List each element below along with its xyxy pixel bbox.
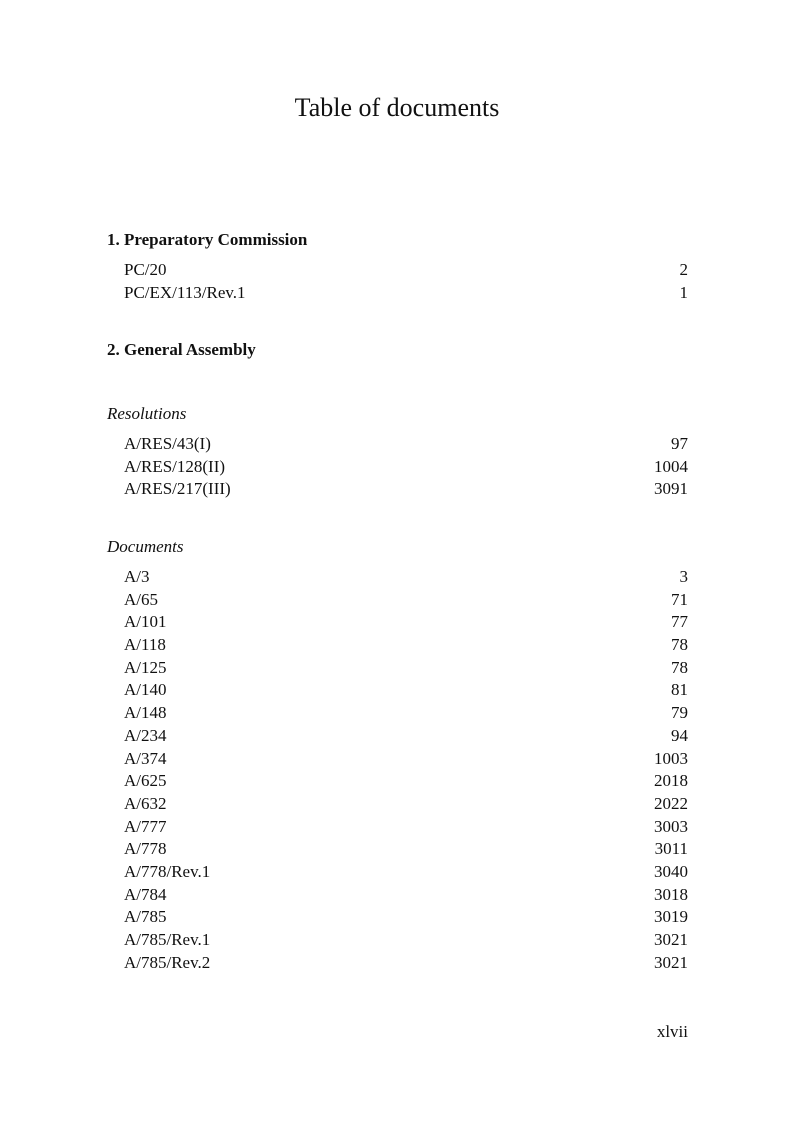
subsection-heading: Resolutions <box>107 404 187 423</box>
document-symbol: A/778 <box>124 839 167 859</box>
list-item <box>107 793 688 816</box>
page-reference: 3021 <box>654 952 688 972</box>
list-item <box>107 748 688 771</box>
page-reference: 3 <box>679 567 688 586</box>
list-item <box>107 929 688 952</box>
page-reference: 78 <box>671 657 688 677</box>
list-item <box>107 838 688 861</box>
page-reference: 1 <box>679 282 688 302</box>
subsection-documents <box>107 536 688 974</box>
page-reference: 3003 <box>654 816 688 836</box>
document-symbol: A/785 <box>124 907 167 927</box>
section-heading: 1. Preparatory Commission <box>107 230 308 249</box>
list-item <box>107 611 688 634</box>
page-reference: 3021 <box>654 930 688 949</box>
list-item <box>107 456 688 479</box>
document-symbol: A/785/Rev.2 <box>124 952 211 972</box>
document-symbol: PC/20 <box>124 260 167 279</box>
page-reference: 94 <box>671 725 688 745</box>
entry-list <box>107 433 688 501</box>
list-item <box>107 282 688 305</box>
document-symbol: A/140 <box>124 680 167 700</box>
page-title: Table of documents <box>294 93 500 122</box>
document-symbol: A/3 <box>124 567 150 586</box>
entry-list <box>107 259 688 304</box>
list-item <box>107 725 688 748</box>
document-symbol: A/148 <box>124 703 167 723</box>
page-reference: 2 <box>679 260 688 279</box>
list-item <box>107 861 688 884</box>
subsection-resolutions <box>107 403 688 501</box>
document-symbol: A/101 <box>124 612 167 632</box>
page-reference: 3040 <box>654 861 688 881</box>
list-item <box>107 952 688 975</box>
document-symbol: A/777 <box>124 816 167 836</box>
section-preparatory-commission <box>107 229 688 304</box>
list-item <box>107 259 688 282</box>
page-reference: 78 <box>671 635 688 655</box>
document-symbol: A/374 <box>124 748 167 768</box>
list-item <box>107 657 688 680</box>
page-reference: 3091 <box>654 479 688 499</box>
document-symbol: A/625 <box>124 771 167 791</box>
list-item <box>107 679 688 702</box>
section-heading: 2. General Assembly <box>107 340 256 359</box>
document-symbol: A/65 <box>124 589 158 609</box>
document-symbol: A/RES/128(II) <box>124 456 226 476</box>
list-item <box>107 634 688 657</box>
page-reference: 2022 <box>654 793 688 813</box>
page-reference: 71 <box>671 589 688 609</box>
section-general-assembly <box>107 339 688 361</box>
list-item <box>107 770 688 793</box>
page-reference: 3018 <box>654 884 688 904</box>
page-reference: 3011 <box>654 839 688 859</box>
document-symbol: A/632 <box>124 793 167 813</box>
page-reference: 97 <box>671 434 688 453</box>
document-symbol: A/785/Rev.1 <box>124 930 211 949</box>
list-item <box>107 884 688 907</box>
document-symbol: A/784 <box>124 884 167 904</box>
document-symbol: A/RES/43(I) <box>124 434 211 453</box>
list-item <box>107 433 688 456</box>
document-symbol: A/125 <box>124 657 167 677</box>
document-symbol: A/118 <box>124 635 166 655</box>
page-reference: 1004 <box>654 456 688 476</box>
page-reference: 81 <box>671 680 688 700</box>
list-item <box>107 702 688 725</box>
subsection-heading: Documents <box>107 537 184 556</box>
document-symbol: A/234 <box>124 725 167 745</box>
list-item <box>107 816 688 839</box>
page-reference: 79 <box>671 703 688 723</box>
list-item <box>107 566 688 589</box>
document-symbol: PC/EX/113/Rev.1 <box>124 282 246 302</box>
page-number: xlvii <box>656 1022 688 1041</box>
list-item <box>107 589 688 612</box>
page-reference: 77 <box>671 612 688 632</box>
page-reference: 1003 <box>654 748 688 768</box>
entry-list <box>107 566 688 974</box>
document-symbol: A/RES/217(III) <box>124 479 231 499</box>
page-reference: 2018 <box>654 771 688 791</box>
page-reference: 3019 <box>654 907 688 927</box>
document-symbol: A/778/Rev.1 <box>124 861 211 881</box>
list-item <box>107 906 688 929</box>
list-item <box>107 478 688 501</box>
